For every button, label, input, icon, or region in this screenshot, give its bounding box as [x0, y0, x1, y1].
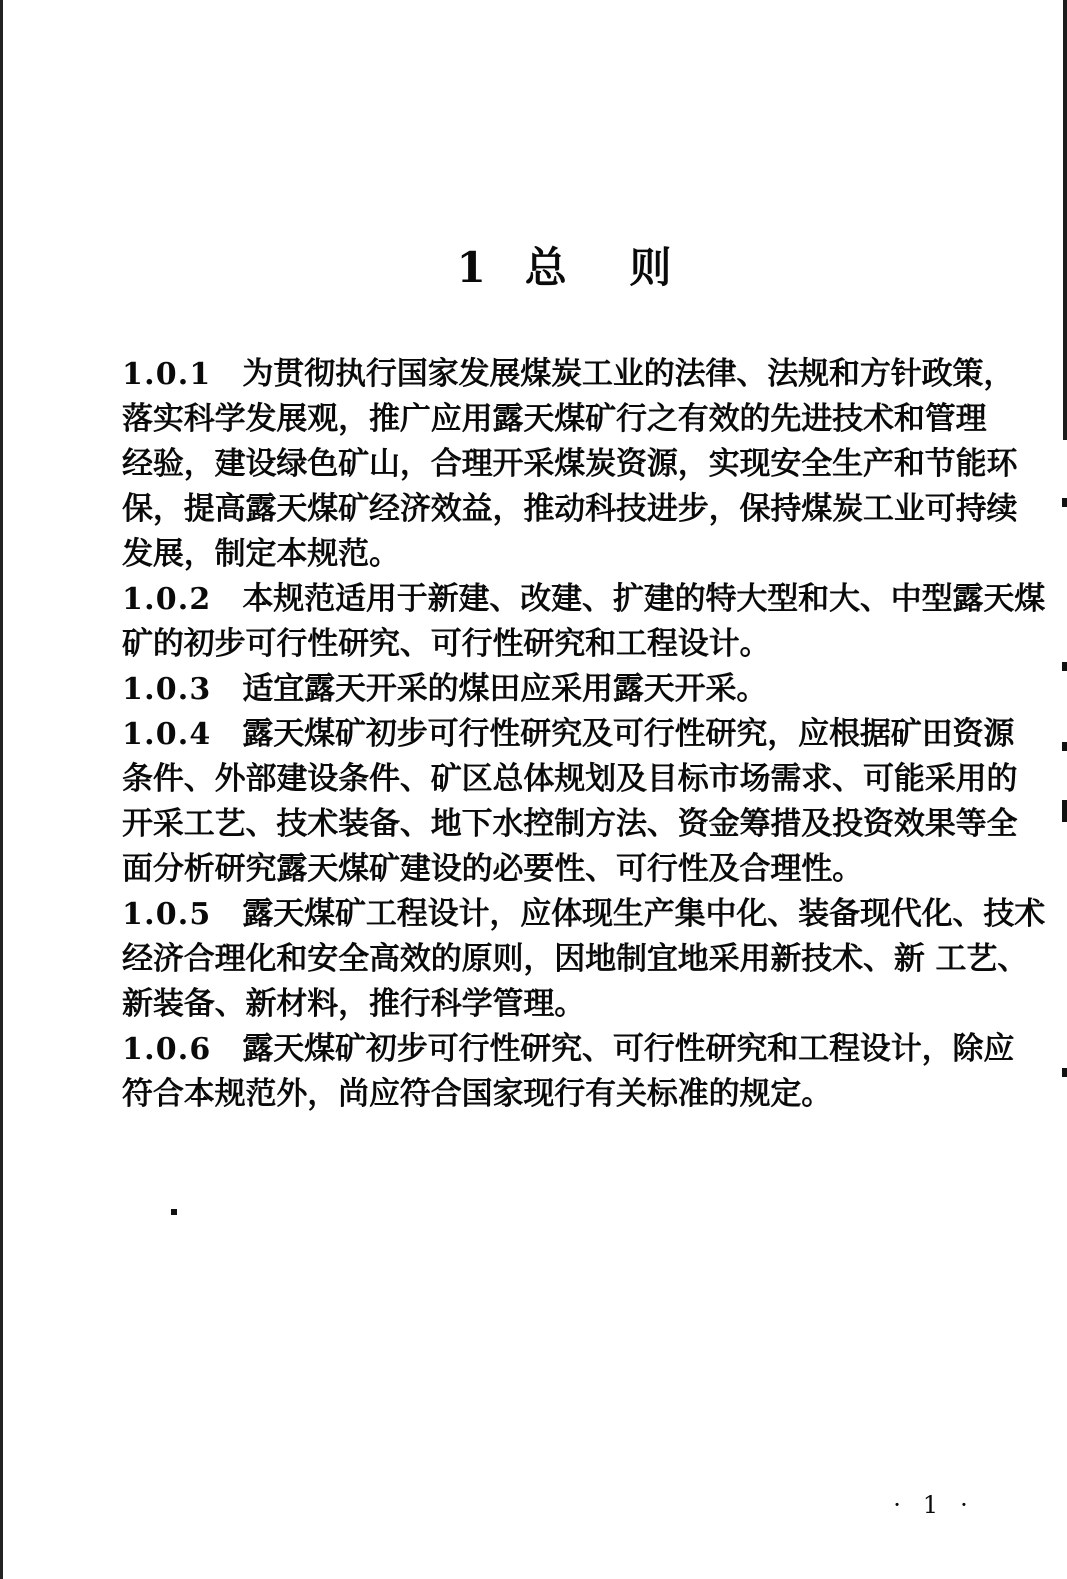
text-line — [122, 397, 987, 442]
line-text: 符合本规范外，尚应符合国家现行有关标准的规定。 — [122, 1076, 833, 1112]
line-text: 经济合理化和安全高效的原则，因地制宜地采用新技术、新 工艺、 — [122, 941, 1029, 977]
line-text: 发展，制定本规范。 — [122, 536, 400, 572]
scan-edge-tick — [1062, 498, 1067, 507]
text-line — [122, 352, 1015, 397]
clause-number: 1.0.5 — [122, 897, 212, 932]
clause-number: 1.0.3 — [122, 672, 212, 707]
line-text: 矿的初步可行性研究、可行性研究和工程设计。 — [122, 626, 771, 662]
clause-body — [122, 352, 1046, 1117]
text-line — [122, 982, 948, 1027]
text-line — [122, 622, 948, 667]
clause-number: 1.0.1 — [122, 357, 212, 392]
line-text: 保，提高露天煤矿经济效益，推动科技进步，保持煤炭工业可持续 — [122, 491, 1018, 527]
scan-edge-tick — [1062, 662, 1067, 671]
text-line — [122, 487, 1018, 532]
text-line — [122, 532, 948, 577]
text-line — [122, 892, 1046, 937]
line-text: 露天煤矿初步可行性研究、可行性研究和工程设计，除应 — [211, 1031, 1015, 1067]
line-text: 面分析研究露天煤矿建设的必要性、可行性及合理性。 — [122, 851, 864, 887]
line-text: 经验，建设绿色矿山，合理开采煤炭资源，实现安全生产和节能环 — [122, 446, 1018, 482]
clause-number: 1.0.6 — [122, 1032, 212, 1067]
text-line — [122, 577, 1046, 622]
text-line — [122, 1027, 1015, 1072]
line-text: 本规范适用于新建、改建、扩建的特大型和大、中型露天煤 — [211, 581, 1046, 617]
chapter-heading — [0, 205, 1067, 331]
text-line — [122, 757, 1018, 802]
text-line — [122, 442, 1018, 487]
scan-edge-tick — [1062, 742, 1067, 751]
text-line — [122, 802, 1018, 847]
clause-number: 1.0.4 — [122, 717, 212, 752]
clause-number: 1.0.2 — [122, 582, 212, 617]
text-line — [122, 667, 948, 712]
text-line — [122, 937, 1029, 982]
chapter-title: 总 则 — [524, 243, 673, 292]
page-number-footer: · 1 · — [893, 1491, 975, 1519]
text-line — [122, 712, 1015, 757]
line-text: 开采工艺、技术装备、地下水控制方法、资金筹措及投资效果等全 — [122, 806, 1018, 842]
line-text: 适宜露天开采的煤田应采用露天开采。 — [211, 671, 768, 707]
line-text: 为贯彻执行国家发展煤炭工业的法律、法规和方针政策， — [211, 356, 1015, 392]
line-text: 露天煤矿工程设计，应体现生产集中化、装备现代化、技术 — [211, 896, 1046, 932]
scan-edge-tick — [1062, 1068, 1067, 1077]
scan-edge-tick — [1062, 800, 1067, 822]
chapter-number: 1 — [456, 243, 487, 292]
text-line — [122, 847, 948, 892]
line-text: 露天煤矿初步可行性研究及可行性研究，应根据矿田资源 — [211, 716, 1015, 752]
text-line — [122, 1072, 948, 1117]
line-text: 落实科学发展观，推广应用露天煤矿行之有效的先进技术和管理 — [122, 401, 987, 437]
line-text: 新装备、新材料，推行科学管理。 — [122, 986, 586, 1022]
ink-speck — [171, 1209, 177, 1215]
line-text: 条件、外部建设条件、矿区总体规划及目标市场需求、可能采用的 — [122, 761, 1018, 797]
